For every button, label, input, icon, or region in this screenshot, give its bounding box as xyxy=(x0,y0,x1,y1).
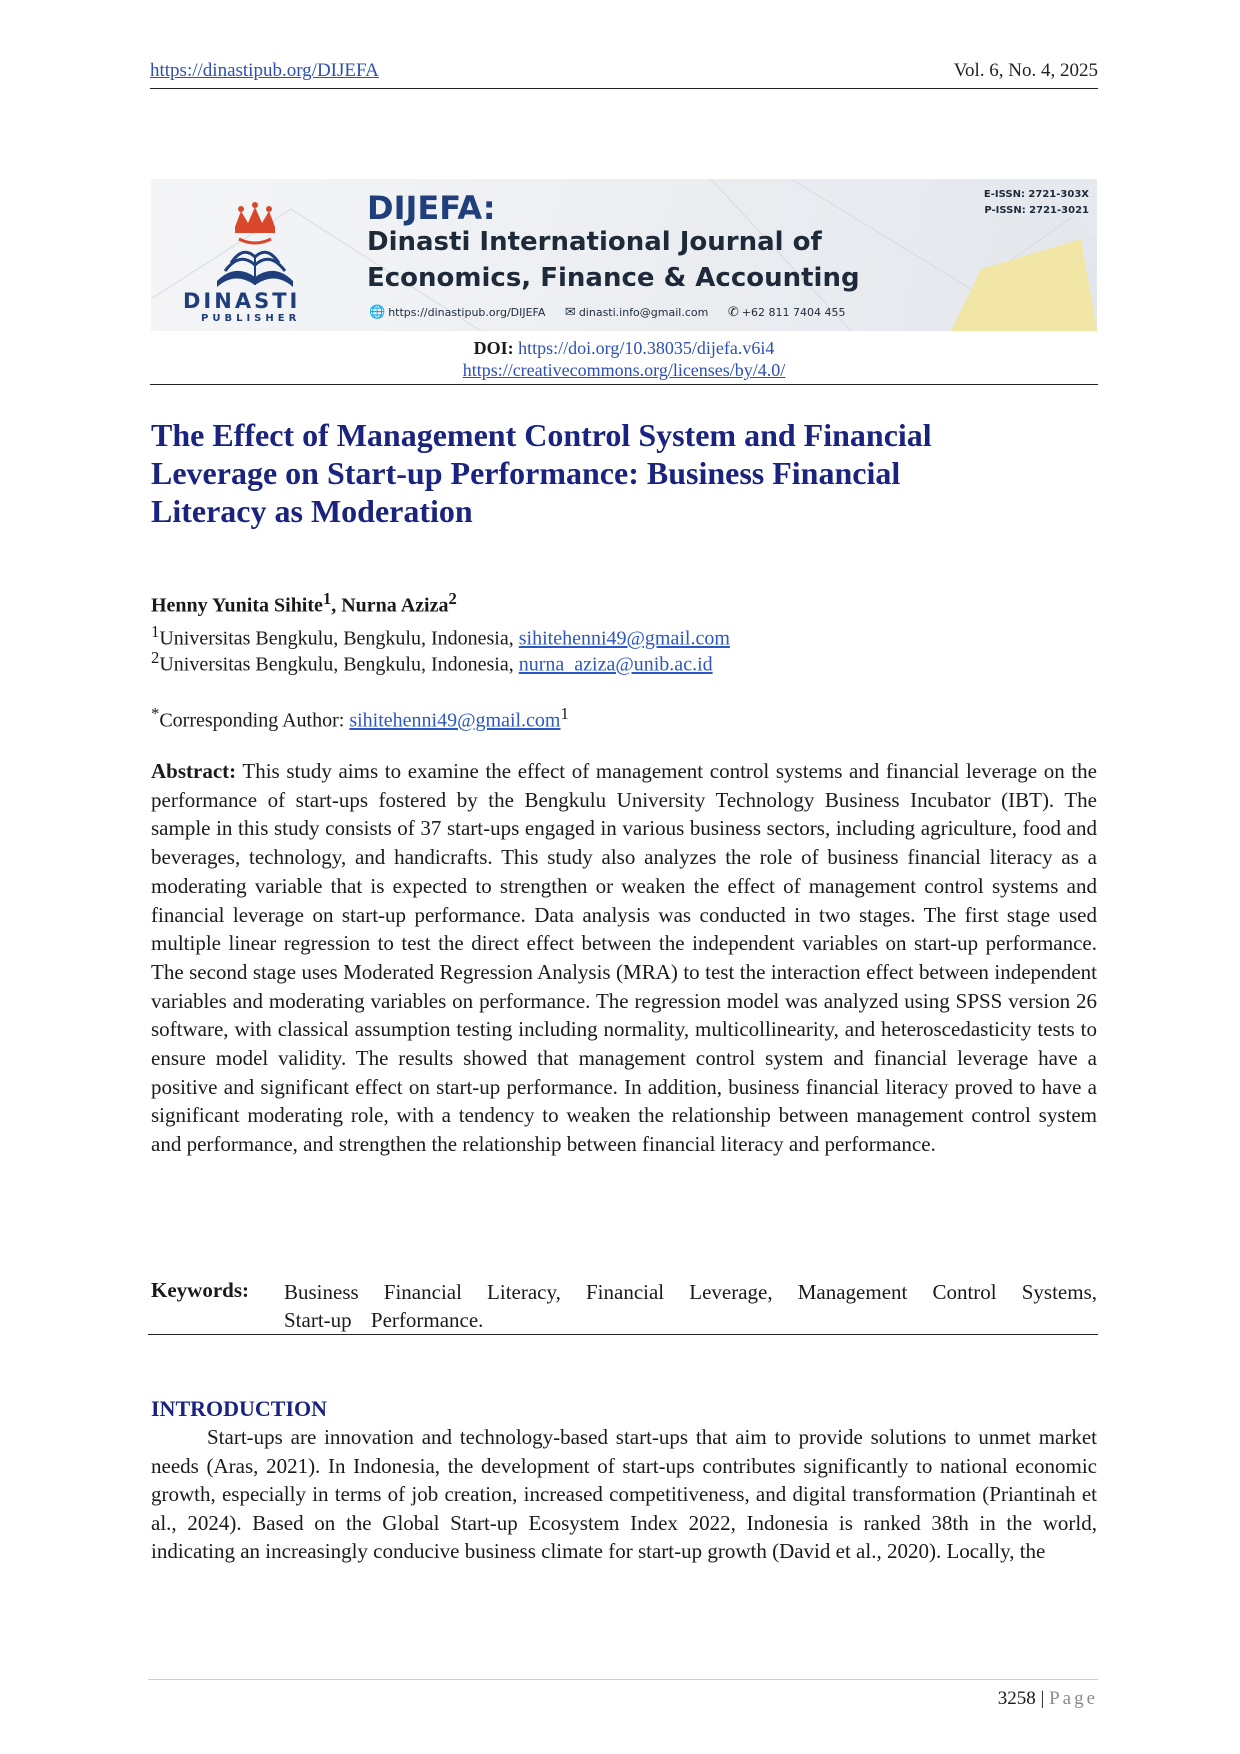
corresponding-email-sup: 1 xyxy=(560,704,569,723)
affiliation xyxy=(151,645,713,678)
journal-url-link[interactable]: https://dinastipub.org/DIJEFA xyxy=(150,60,379,81)
author-name: Henny Yunita Sihite xyxy=(151,594,323,617)
publisher-subtitle: PUBLISHER xyxy=(201,313,301,324)
journal-name-line1: Dinasti International Journal of xyxy=(367,227,822,257)
banner-contacts xyxy=(369,305,861,320)
banner-email-text: dinasti.info@gmail.com xyxy=(578,306,709,319)
running-header xyxy=(150,58,1098,89)
abstract xyxy=(151,757,1097,1159)
banner-email[interactable] xyxy=(565,306,712,319)
globe-icon: 🌐 xyxy=(369,305,386,320)
page-separator: | xyxy=(1040,1688,1045,1709)
issn-block xyxy=(984,187,1089,219)
abstract-label: Abstract: xyxy=(151,759,237,783)
banner-phone[interactable] xyxy=(728,306,846,319)
author-sup: 2 xyxy=(448,589,457,608)
mail-icon: ✉ xyxy=(564,305,576,320)
journal-name-line2: Economics, Finance & Accounting xyxy=(367,263,860,293)
banner-phone-text: +62 811 7404 455 xyxy=(741,306,846,319)
crown-book-icon xyxy=(195,199,315,299)
email-link[interactable]: nurna_aziza@unib.ac.id xyxy=(518,653,713,676)
abstract-text: This study aims to examine the effect of management control systems and financial leverage on the performance of start-ups fostered by the Bengkulu University Technology Business Incubator (IBT). The sample in this study consists of 37 start-ups engaged in various business sectors, including agriculture, food and beverages, technology, and handicrafts. This study also analyzes the role of business financial literacy as a moderating variable that is expected to strengthen or weaken the effect of management control systems and financial leverage on start-up performance. Data analysis was conducted in two stages. The first stage used multiple linear regression to test the direct effect between the independent variables on start-up performance. The second stage uses Moderated Regression Analysis (MRA) to test the interaction effect between independent variables and moderating variables on performance. The regression model was analyzed using SPSS version 26 software, with classical assumption testing including normality, multicollinearity, and heteroscedasticity tests to ensure model validity. The results showed that management control system and financial leverage have a positive and significant effect on start-up performance. In addition, business financial literacy proved to have a significant moderating role, with a tendency to weaken the relationship between management control system and performance, and strengthen the relationship between financial literacy and performance. xyxy=(151,759,1098,1157)
doi-link[interactable]: https://doi.org/10.38035/dijefa.v6i4 xyxy=(518,338,775,358)
introduction-paragraph: Start-ups are innovation and technology-based start-ups that aim to provide solutions to unmet market needs (Aras, 2021). In Indonesia, the development of start-ups contributes significantly to national economic growth, especially in terms of job creation, increased competitiveness, and digital transformation (Priantinah et al., 2024). Based on the Global Start-up Ecosystem Index 2022, Indonesia is ranked 38th in the world, indicating an increasingly conducive business climate for start-up growth (David et al., 2020). Locally, the xyxy=(151,1425,1097,1563)
p-issn: P-ISSN: 2721-3021 xyxy=(984,205,1089,216)
journal-abbrev: DIJEFA: xyxy=(367,189,496,227)
license-link[interactable]: https://creativecommons.org/licenses/by/4.0/ xyxy=(462,360,786,380)
affiliation-sup: 2 xyxy=(151,648,160,667)
page-number: 3258 xyxy=(997,1688,1036,1709)
author-sup: 1 xyxy=(322,589,332,608)
e-issn: E-ISSN: 2721-303X xyxy=(983,189,1089,200)
doi-label: DOI: xyxy=(473,338,514,358)
volume-info: Vol. 6, No. 4, 2025 xyxy=(953,60,1098,81)
affiliation-text: Universitas Bengkulu, Bengkulu, Indonesia, xyxy=(159,627,519,650)
keywords-label: Keywords: xyxy=(151,1278,249,1302)
footer-divider xyxy=(148,1679,1098,1680)
banner-website-text: https://dinastipub.org/DIJEFA xyxy=(388,306,546,319)
journal-banner xyxy=(151,179,1097,331)
divider xyxy=(148,1334,1098,1335)
email-link[interactable]: sihitehenni49@gmail.com xyxy=(518,627,730,650)
keywords-text: Business Financial Literacy, Financial Leverage, Management Control Systems, Start-up Performance. xyxy=(284,1280,1097,1332)
divider xyxy=(150,384,1098,385)
corresponding-sup: * xyxy=(151,704,160,723)
affiliation-sup: 1 xyxy=(151,622,160,641)
banner-website[interactable] xyxy=(369,306,549,319)
page-footer xyxy=(998,1688,1098,1710)
publisher-name: DINASTI xyxy=(183,289,301,313)
paper-title: The Effect of Management Control System and Financial Leverage on Start-up Performance: Business Financial Literacy as Moderation xyxy=(151,417,932,529)
affiliation-text: Universitas Bengkulu, Bengkulu, Indonesia, xyxy=(159,653,519,676)
whatsapp-icon: ✆ xyxy=(727,305,739,320)
corresponding-author xyxy=(151,701,569,734)
author-name: Nurna Aziza xyxy=(341,594,449,617)
doi-block xyxy=(150,337,1098,381)
corresponding-email-link[interactable]: sihitehenni49@gmail.com xyxy=(349,709,561,732)
author-separator: , xyxy=(331,594,342,617)
corresponding-label: Corresponding Author: xyxy=(159,709,350,732)
author-list xyxy=(151,589,457,618)
section-heading: INTRODUCTION xyxy=(151,1396,328,1421)
page-label: Page xyxy=(1049,1688,1098,1709)
